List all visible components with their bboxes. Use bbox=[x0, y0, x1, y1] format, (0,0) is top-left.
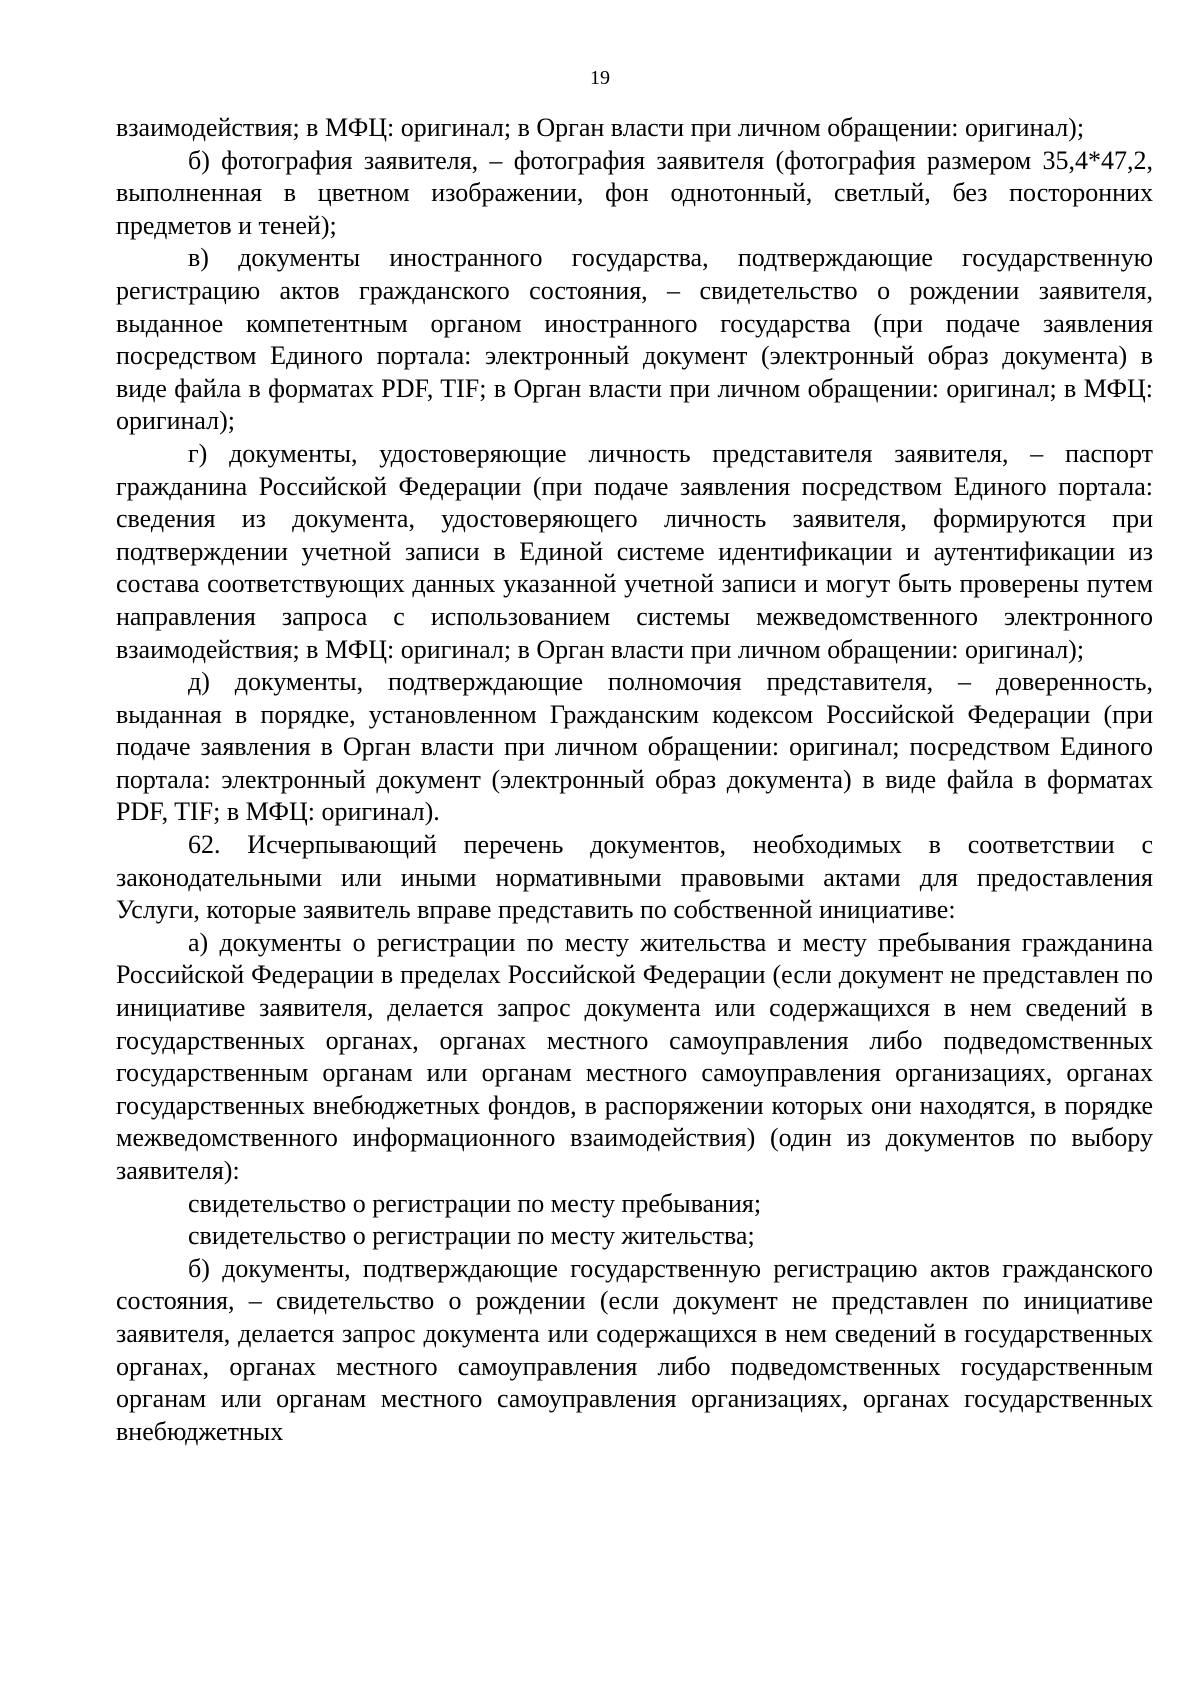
paragraph-4: г) документы, удостоверяющие личность представителя заявителя, – паспорт гражданина Российской Федерации (при подаче заявления посредством Единого портала: сведения из документа, удостоверяющего личность заявителя, формируются при подтверждении учетной записи в Единой системе идентификации и аутентификации из состава соответствующих данных указанной учетной записи и могут быть проверены путем направления запроса с использованием системы межведомственного электронного взаимодействия; в МФЦ: оригинал; в Орган власти при личном обращении: оригинал); bbox=[116, 438, 1153, 664]
body-text bbox=[116, 112, 1153, 1448]
paragraph-3: в) документы иностранного государства, подтверждающие государственную регистрацию актов гражданского состояния, – свидетельство о рождении заявителя, выданное компетентным органом иностранного государства (при подаче заявления посредством Единого портала: электронный документ (электронный образ документа) в виде файла в форматах PDF, TIF; в Орган власти при личном обращении: оригинал; в МФЦ: оригинал); bbox=[116, 243, 1153, 436]
paragraph-7: а) документы о регистрации по месту жительства и месту пребывания гражданина Российской Федерации в пределах Российской Федерации (если документ не представлен по инициативе заявителя, делается запрос документа или содержащихся в нем сведений в государственных органах, органах местного самоуправления либо подведомственных государственным органам или органам местного самоуправления организациях, органах государственных внебюджетных фондов, в распоряжении которых они находятся, в порядке межведомственного информационного взаимодействия) (один из документов по выбору заявителя): bbox=[116, 927, 1153, 1185]
page-number: 19 bbox=[590, 67, 610, 89]
paragraph-9: свидетельство о регистрации по месту жительства; bbox=[188, 1221, 755, 1251]
paragraph-5: д) документы, подтверждающие полномочия представителя, – доверенность, выданная в порядке, установленном Гражданским кодексом Российской Федерации (при подаче заявления в Орган власти при личном обращении: оригинал; посредством Единого портала: электронный документ (электронный образ документа) в виде файла в форматах PDF, TIF; в МФЦ: оригинал). bbox=[116, 667, 1153, 827]
paragraph-2: б) фотография заявителя, – фотография заявителя (фотография размером 35,4*47,2, выполненная в цветном изображении, фон однотонный, светлый, без посторонних предметов и теней); bbox=[116, 145, 1153, 240]
paragraph-1: взаимодействия; в МФЦ: оригинал; в Орган власти при личном обращении: оригинал); bbox=[116, 113, 1085, 142]
paragraph-8: свидетельство о регистрации по месту пребывания; bbox=[188, 1188, 762, 1218]
paragraph-6: 62. Исчерпывающий перечень документов, необходимых в соответствии с законодательными или иными нормативными правовыми актами для предоставления Услуги, которые заявитель вправе представить по собственной инициативе: bbox=[116, 830, 1153, 925]
paragraph-10: б) документы, подтверждающие государственную регистрацию актов гражданского состояния, – свидетельство о рождении (если документ не представлен по инициативе заявителя, делается запрос документа или содержащихся в нем сведений в государственных органах, органах местного самоуправления либо подведомственных государственным органам или органам местного самоуправления организациях, органах государственных внебюджетных bbox=[116, 1253, 1153, 1446]
